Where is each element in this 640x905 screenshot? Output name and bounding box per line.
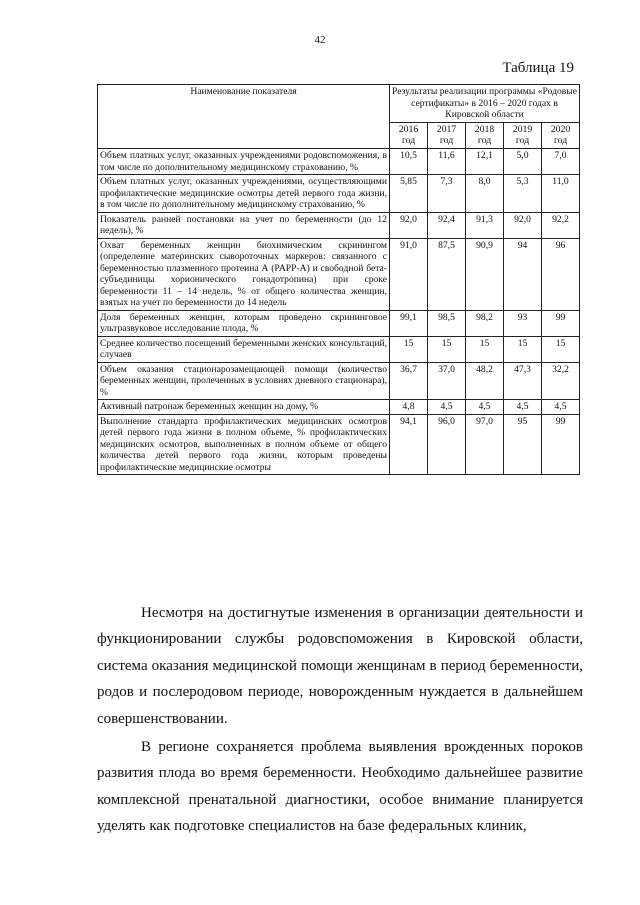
paragraph: В регионе сохраняется проблема выявления врожденных пороков развития плода во время беременности. Необходимо дальнейшее развитие комплексной пренатальной диагностики, особое внимание планируется уделять как подготовке специалистов на базе федеральных клиник, [97, 739, 583, 835]
indicator-value: 4,5 [542, 400, 580, 415]
indicator-label: Охват беременных женщин биохимическим скринингом (определение материнских сывороточных маркеров: связанного с беременностью плазменного протеина А (PAPP-A) и свободной бета-субъединицы хорионического гонадотропина) при сроке беременности 11 – 14 недель, % от общего количества женщин, взятых на учет по беременности до 14 недель [98, 238, 390, 310]
table-row [98, 336, 580, 362]
table-header-row [98, 85, 580, 123]
indicator-value: 4,5 [504, 400, 542, 415]
indicator-value: 99 [542, 414, 580, 475]
indicator-label: Активный патронаж беременных женщин на дому, % [98, 400, 390, 415]
body-text [97, 600, 583, 840]
indicator-label: Доля беременных женщин, которым проведено скрининговое ультразвуковое исследование плода, % [98, 310, 390, 336]
indicator-value: 15 [466, 336, 504, 362]
indicator-value: 98,5 [428, 310, 466, 336]
table-row [98, 175, 580, 213]
indicator-value: 91,3 [466, 212, 504, 238]
indicator-label: Объем платных услуг, оказанных учреждениями родовспоможения, в том числе по дополнительному медицинскому страхованию, % [98, 149, 390, 175]
table-row [98, 212, 580, 238]
table-row [98, 238, 580, 310]
page-number: 42 [314, 34, 326, 46]
table-row [98, 414, 580, 475]
table-body [98, 149, 580, 475]
indicator-label: Среднее количество посещений беременными женских консультаций, случаев [98, 336, 390, 362]
header-program-results: Результаты реализации программы «Родовые сертификаты» в 2016 – 2020 годах в Кировской области [390, 85, 580, 123]
indicator-value: 8,0 [466, 175, 504, 213]
indicator-label: Объем платных услуг, оказанных учреждениями, осуществляющими профилактические медицинские осмотры детей первого года жизни, в том числе по дополнительному медицинскому страхованию, % [98, 175, 390, 213]
year-header-cell: 2019 год [504, 122, 542, 149]
table-row [98, 310, 580, 336]
indicator-value: 15 [428, 336, 466, 362]
indicator-value: 4,8 [390, 400, 428, 415]
indicator-value: 36,7 [390, 362, 428, 400]
table-caption: Таблица 19 [502, 60, 574, 76]
indicator-value: 99 [542, 310, 580, 336]
indicator-value: 32,2 [542, 362, 580, 400]
indicator-label: Объем оказания стационарозамещающей помощи (количество беременных женщин, пролеченных в условиях дневного стационара), % [98, 362, 390, 400]
indicator-value: 92,0 [504, 212, 542, 238]
indicator-value: 92,2 [542, 212, 580, 238]
indicator-value: 11,6 [428, 149, 466, 175]
indicator-value: 37,0 [428, 362, 466, 400]
indicator-value: 47,3 [504, 362, 542, 400]
indicator-value: 99,1 [390, 310, 428, 336]
indicator-value: 48,2 [466, 362, 504, 400]
indicator-value: 87,5 [428, 238, 466, 310]
table-row [98, 149, 580, 175]
year-header-cell: 2018 год [466, 122, 504, 149]
indicator-value: 4,5 [428, 400, 466, 415]
indicator-value: 94 [504, 238, 542, 310]
indicator-value: 94,1 [390, 414, 428, 475]
indicator-value: 91,0 [390, 238, 428, 310]
indicator-value: 92,0 [390, 212, 428, 238]
indicator-value: 96,0 [428, 414, 466, 475]
indicator-label: Выполнение стандарта профилактических медицинских осмотров детей первого года жизни в полном объеме, % профилактических медицинских осмотров, выполненных в полном объеме от общего количества детей первого года жизни, которым проведены профилактические медицинские осмотры [98, 414, 390, 475]
year-header-cell: 2016 год [390, 122, 428, 149]
paragraph: Несмотря на достигнутые изменения в организации деятельности и функционировании службы родовспоможения в Кировской области, система оказания медицинской помощи женщинам в период беременности, родов и послеродовом периоде, новорожденным нуждается в дальнейшем совершенствовании. [97, 605, 583, 727]
indicator-value: 4,5 [466, 400, 504, 415]
indicator-value: 96 [542, 238, 580, 310]
year-header-cell: 2017 год [428, 122, 466, 149]
indicator-value: 97,0 [466, 414, 504, 475]
indicator-value: 5,0 [504, 149, 542, 175]
indicator-value: 11,0 [542, 175, 580, 213]
indicator-value: 98,2 [466, 310, 504, 336]
indicator-value: 10,5 [390, 149, 428, 175]
indicator-value: 5,3 [504, 175, 542, 213]
header-indicator-name: Наименование показателя [98, 85, 390, 149]
indicator-value: 15 [542, 336, 580, 362]
indicator-value: 95 [504, 414, 542, 475]
indicators-table [97, 84, 580, 475]
indicator-value: 93 [504, 310, 542, 336]
indicator-value: 92,4 [428, 212, 466, 238]
table-row [98, 400, 580, 415]
indicator-value: 7,0 [542, 149, 580, 175]
indicator-value: 7,3 [428, 175, 466, 213]
indicator-label: Показатель ранней постановки на учет по беременности (до 12 недель), % [98, 212, 390, 238]
year-header-cell: 2020 год [542, 122, 580, 149]
table-row [98, 362, 580, 400]
indicator-value: 12,1 [466, 149, 504, 175]
indicator-value: 5,85 [390, 175, 428, 213]
indicator-value: 90,9 [466, 238, 504, 310]
indicator-value: 15 [390, 336, 428, 362]
indicator-value: 15 [504, 336, 542, 362]
